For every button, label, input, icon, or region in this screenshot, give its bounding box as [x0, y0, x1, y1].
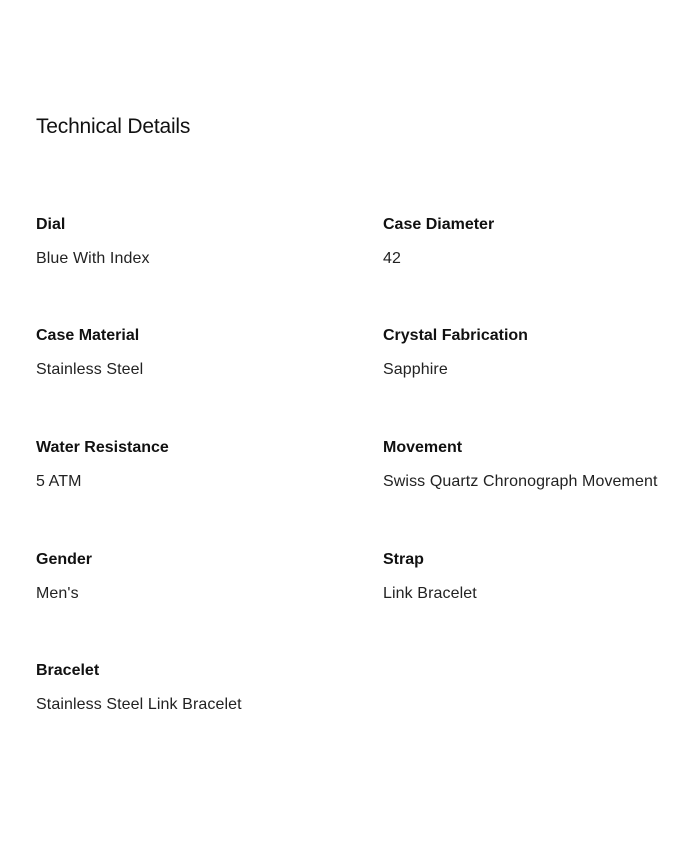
spec-value-strap: Link Bracelet: [383, 585, 477, 602]
spec-value-dial: Blue With Index: [36, 250, 150, 267]
spec-label-bracelet: Bracelet: [36, 662, 100, 679]
technical-details-section: [36, 0, 686, 850]
spec-label-case-material: Case Material: [36, 327, 140, 344]
spec-label-strap: Strap: [383, 551, 424, 568]
section-title: Technical Details: [36, 115, 191, 138]
spec-value-movement: Swiss Quartz Chronograph Movement: [383, 473, 658, 490]
spec-label-dial: Dial: [36, 216, 66, 233]
spec-label-crystal-fabrication: Crystal Fabrication: [383, 327, 528, 344]
spec-label-water-resistance: Water Resistance: [36, 439, 169, 456]
spec-value-gender: Men's: [36, 585, 79, 602]
spec-value-crystal-fabrication: Sapphire: [383, 361, 448, 378]
spec-value-case-diameter: 42: [383, 250, 401, 267]
spec-label-case-diameter: Case Diameter: [383, 216, 495, 233]
spec-value-case-material: Stainless Steel: [36, 361, 144, 378]
spec-value-bracelet: Stainless Steel Link Bracelet: [36, 696, 242, 713]
spec-value-water-resistance: 5 ATM: [36, 473, 82, 490]
spec-label-gender: Gender: [36, 551, 93, 568]
spec-label-movement: Movement: [383, 439, 463, 456]
